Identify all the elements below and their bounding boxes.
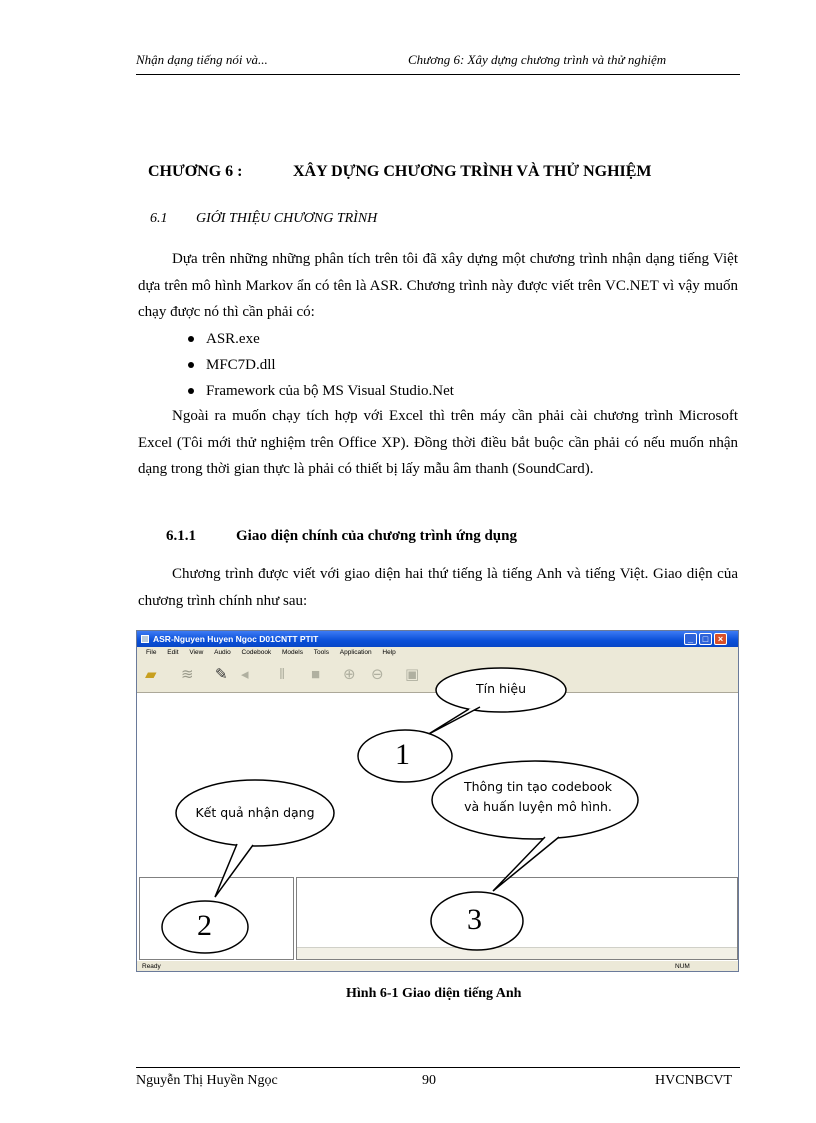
figure-caption: Hình 6-1 Giao diện tiếng Anh [346,986,522,1001]
status-num: NUM [675,963,690,970]
header-right: Chương 6: Xây dựng chương trình và thử nghiệm [408,52,667,67]
pause-icon[interactable]: ‖ [279,666,286,683]
excel-paragraph [138,403,738,483]
maximize-button[interactable]: □ [699,633,712,645]
image-icon[interactable]: ▣ [405,666,420,683]
intro-paragraph [138,246,738,326]
list-item: MFC7D.dll [188,352,454,378]
speaker-icon[interactable]: ◂ [241,666,249,683]
menu-help[interactable]: Help [382,649,396,656]
microphone-icon[interactable]: ✎ [215,666,228,683]
minimize-button[interactable]: _ [684,633,697,645]
intro-text: Dựa trên những những phân tích trên tôi đã xây dựng một chương trình nhận dạng tiếng Việt dựa trên mô hình Markov ẩn có tên là ASR. Chương trình này được viết trên VC.NET vì vậy muốn chạy được nó thì cần phải có: [138,251,738,320]
signal-callout-tail [427,707,480,735]
chapter-number: CHƯƠNG 6 : [148,163,243,180]
menu-application[interactable]: Application [339,649,372,656]
footer-divider [136,1067,740,1068]
section-number: 6.1 [150,211,168,226]
menu-codebook[interactable]: Codebook [241,649,272,656]
info-callout-line2: và huấn luyện mô hình. [464,799,612,814]
footer-org: HVCNBCVT [655,1073,733,1088]
callout-number-2: 2 [197,909,212,942]
zoom-out-icon[interactable]: ⊖ [371,666,384,683]
result-callout-tail [215,844,253,897]
menu-edit[interactable]: Edit [167,649,179,656]
result-callout-label: Kết quả nhận dạng [195,805,315,820]
page-number: 90 [422,1073,436,1088]
open-folder-icon[interactable]: ▰ [145,666,157,683]
stop-icon[interactable]: ■ [311,666,321,683]
callout-overlay [137,631,739,972]
menu-audio[interactable]: Audio [214,649,231,656]
chapter-title: XÂY DỰNG CHƯƠNG TRÌNH VÀ THỬ NGHIỆM [293,163,652,180]
info-callout-line1: Thông tin tạo codebook [463,779,613,794]
interface-text: Chương trình được viết với giao diện hai thứ tiếng là tiếng Anh và tiếng Việt. Giao diện của chương trình chính như sau: [138,566,738,609]
app-window-figure [136,630,739,972]
menu-file[interactable]: File [146,649,157,656]
requirements-list [188,326,454,404]
menu-tools[interactable]: Tools [313,649,329,656]
zoom-in-icon[interactable]: ⊕ [343,666,356,683]
callout-number-1: 1 [395,738,410,771]
status-ready: Ready [142,963,161,970]
header-divider [136,74,740,75]
header-left: Nhận dạng tiếng nói và... [136,52,268,67]
section-title: GIỚI THIỆU CHƯƠNG TRÌNH [196,211,378,226]
window-title: ASR-Nguyen Huyen Ngoc D01CNTT PTIT [153,634,319,644]
train-icon[interactable]: ≋ [181,666,194,683]
list-item: Framework của bộ MS Visual Studio.Net [188,378,454,404]
signal-callout-label: Tín hiệu [475,681,526,696]
callout-number-3: 3 [467,903,482,936]
subsection-title: Giao diện chính của chương trình ứng dụng [236,528,517,544]
subsection-number: 6.1.1 [166,528,196,544]
footer-author: Nguyễn Thị Huyền Ngọc [136,1073,278,1088]
menu-models[interactable]: Models [282,649,303,656]
interface-paragraph [138,561,738,614]
close-button[interactable]: × [714,633,727,645]
menu-view[interactable]: View [189,649,204,656]
list-item: ASR.exe [188,326,454,352]
excel-text: Ngoài ra muốn chạy tích hợp với Excel thì trên máy cần phải cài chương trình Microsoft Excel (Tôi mới thử nghiệm trên Office XP). Đồng thời điều bắt buộc cần phải có nếu muốn nhận dạng trong thời gian thực là phải có thiết bị lấy mẫu âm thanh (SoundCard). [138,408,738,477]
info-callout-tail [493,837,559,891]
